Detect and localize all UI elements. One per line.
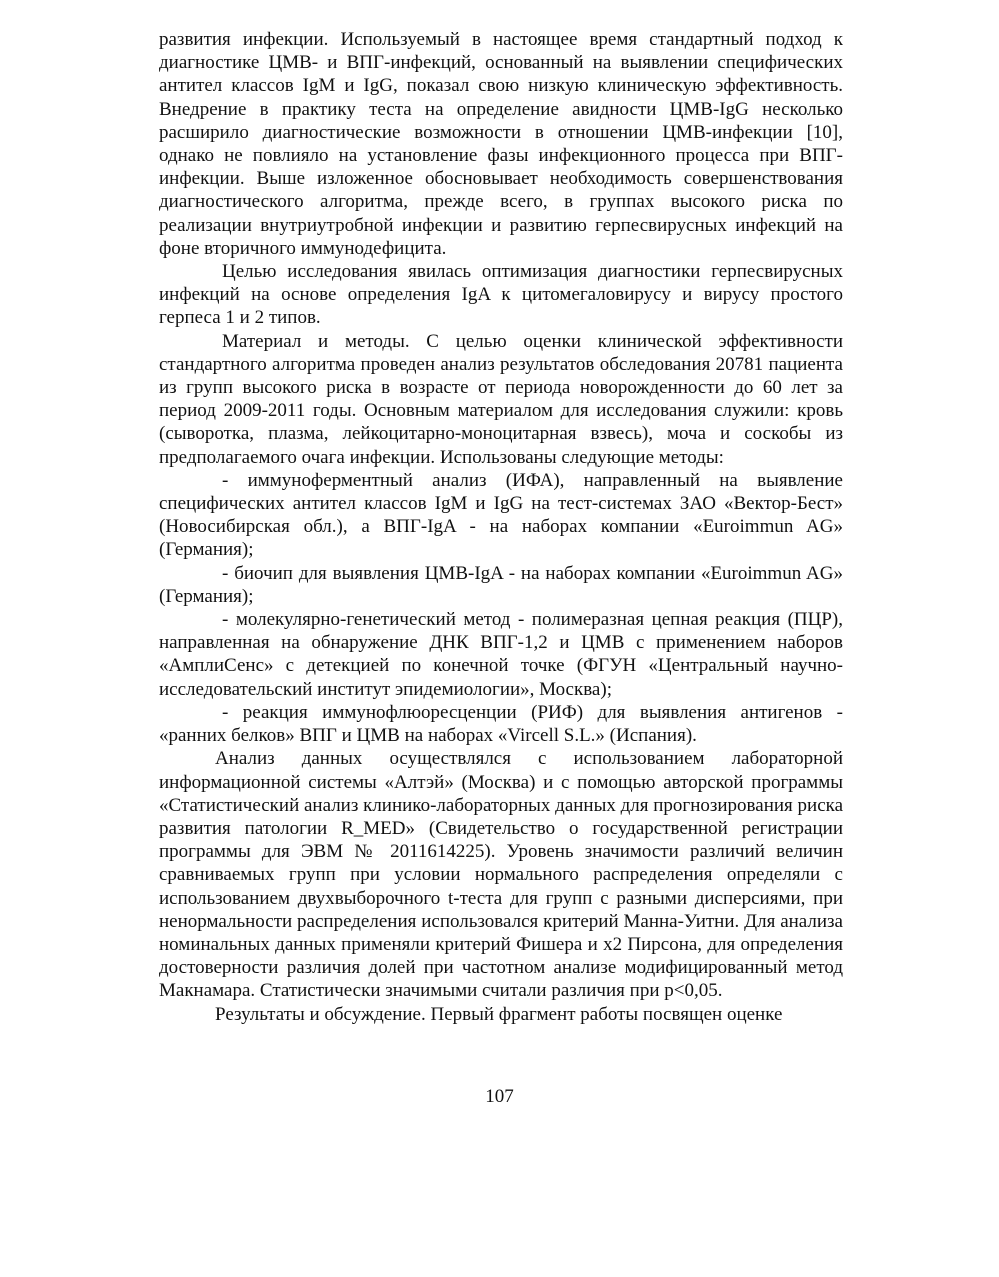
list-item-rif: - реакция иммунофлюоресценции (РИФ) для выявления антигенов - «ранних белков» ВПГ и ЦМВ на наборах «Vircell S.L.» (Испания). (159, 701, 843, 747)
body-text (159, 28, 843, 1026)
list-item-biochip: - биочип для выявления ЦМВ-IgA - на наборах компании «Euroimmun AG» (Германия); (159, 562, 843, 607)
paragraph-intro-continuation: развития инфекции. Используемый в настоящее время стандартный подход к диагностике ЦМВ- и ВПГ-инфекций, основанный на выявлении специфических антител классов IgM и IgG, показал свою низкую клиническую эффективность. Внедрение в практику теста на определение авидности ЦМВ-IgG несколько расширило диагностические возможности в отношении ЦМВ-инфекции [10], однако не повлияло на установление фазы инфекционного процесса при ВПГ-инфекции. Выше изложенное обосновывает необходимость совершенствования диагностического алгоритма, прежде всего, в группах высокого риска по реализации внутриутробной инфекции и развитию герпесвирусных инфекций на фоне вторичного иммунодефицита. (159, 29, 843, 259)
page-number: 107 (485, 1086, 514, 1107)
paragraph-aim: Целью исследования явилась оптимизация диагностики герпесвирусных инфекций на основе определения IgA к цитомегаловирусу и вирусу простого герпеса 1 и 2 типов. (159, 261, 843, 329)
list-item-pcr: - молекулярно-генетический метод - полимеразная цепная реакция (ПЦР), направленная на обнаружение ДНК ВПГ-1,2 и ЦМВ с применением наборов «АмплиСенс» с детекцией по конечной точке (ФГУН «Центральный научно-исследовательский институт эпидемиологии», Москва); (159, 609, 843, 700)
paragraph-results: Результаты и обсуждение. Первый фрагмент работы посвящен оценке (215, 1003, 783, 1025)
paragraph-materials-methods: Материал и методы. С целью оценки клинической эффективности стандартного алгоритма проведен анализ результатов обследования 20781 пациента из групп высокого риска в возрасте от периода новорожденности до 60 лет за период 2009-2011 годы. Основным материалом для исследования служили: кровь (сыворотка, плазма, лейкоцитарно-моноцитарная взвесь), моча и соскобы из предполагаемого очага инфекции. Использованы следующие методы: (159, 330, 843, 468)
paragraph-data-analysis: Анализ данных осуществлялся с использованием лабораторной информационной системы «Алтэй» (Москва) и с помощью авторской программы «Статистический анализ клинико-лабораторных данных для прогнозирования риска развития патологии R_MED» (Свидетельство о государственной регистрации программы для ЭВМ № 2011614225). Уровень значимости различий величин сравниваемых групп при условии нормального распределения определяли с использованием двухвыборочного t-теста для групп с разными дисперсиями, при ненормальности распределения использовался критерий Манна-Уитни. Для анализа номинальных данных применяли критерий Фишера и х2 Пирсона, для определения достоверности различия долей при частотном анализе модифицированный метод Макнамара. Статистически значимыми считали различия при p<0,05. (159, 748, 844, 1002)
list-item-elisa: - иммуноферментный анализ (ИФА), направленный на выявление специфических антител классов IgM и IgG на тест-системах ЗАО «Вектор-Бест» (Новосибирская обл.), а ВПГ-IgA - на наборах компании «Euroimmun AG» (Германия); (159, 469, 843, 561)
